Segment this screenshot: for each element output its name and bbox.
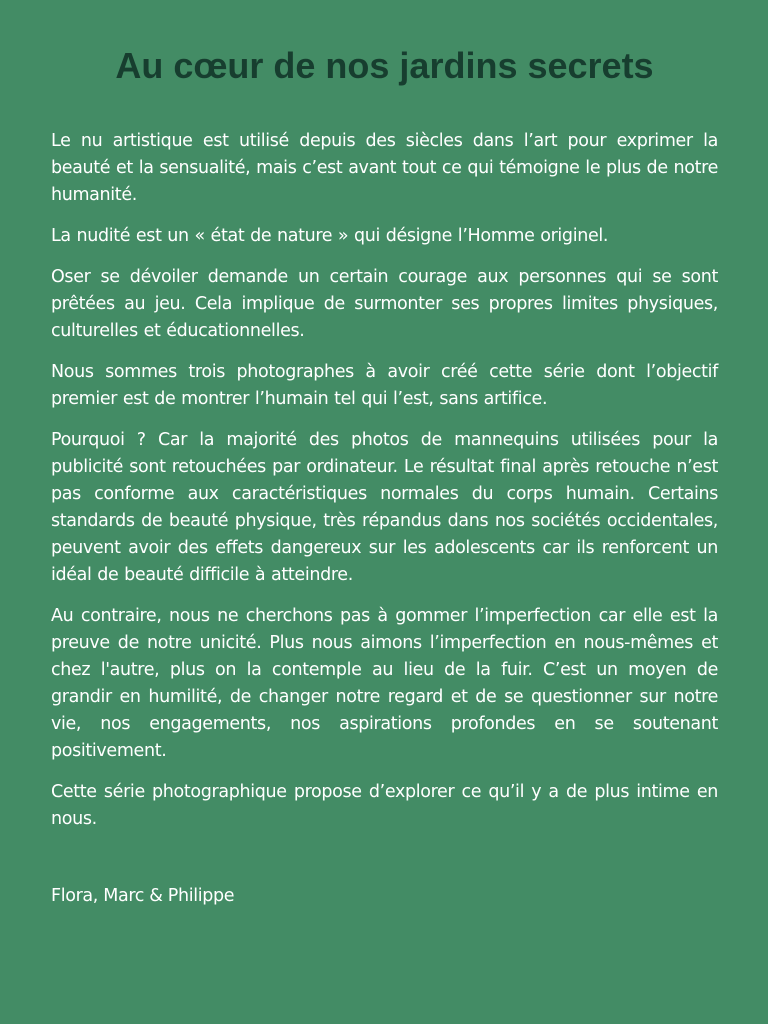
- paragraph-1: Le nu artistique est utilisé depuis des siècles dans l’art pour exprimer la beauté et la sensualité, mais c’est avant tout ce qui témoigne le plus de notre humanité.: [51, 131, 718, 205]
- paragraph-7: Cette série photographique propose d’explorer ce qu’il y a de plus intime en nous.: [51, 782, 718, 829]
- paragraph-3: Oser se dévoiler demande un certain courage aux personnes qui se sont prêtées au jeu. Cela implique de surmonter ses propres limites physiques, culturelles et éducationnelles.: [51, 267, 718, 341]
- page-title: Au cœur de nos jardins secrets: [115, 45, 654, 86]
- signature: Flora, Marc & Philippe: [51, 886, 235, 906]
- paragraph-2: La nudité est un « état de nature » qui désigne l’Homme originel.: [51, 226, 609, 246]
- paragraph-4: Nous sommes trois photographes à avoir créé cette série dont l’objectif premier est de montrer l’humain tel qui l’est, sans artifice.: [51, 362, 718, 409]
- paragraph-5: Pourquoi ? Car la majorité des photos de mannequins utilisées pour la publicité sont retouchées par ordinateur. Le résultat final après retouche n’est pas conforme aux caractéristiques normales du corps humain. Certains standards de beauté physique, très répandus dans nos sociétés occidentales, peuvent avoir des effets dangereux sur les adolescents car ils renforcent un idéal de beauté difficile à atteindre.: [51, 430, 718, 585]
- body-text: [51, 128, 718, 833]
- paragraph-6: Au contraire, nous ne cherchons pas à gommer l’imperfection car elle est la preuve de notre unicité. Plus nous aimons l’imperfection en nous-mêmes et chez l'autre, plus on la contemple au lieu de la fuir. C’est un moyen de grandir en humilité, de changer notre regard et de se questionner sur notre vie, nos engagements, nos aspirations profondes en se soutenant positivement.: [51, 606, 718, 761]
